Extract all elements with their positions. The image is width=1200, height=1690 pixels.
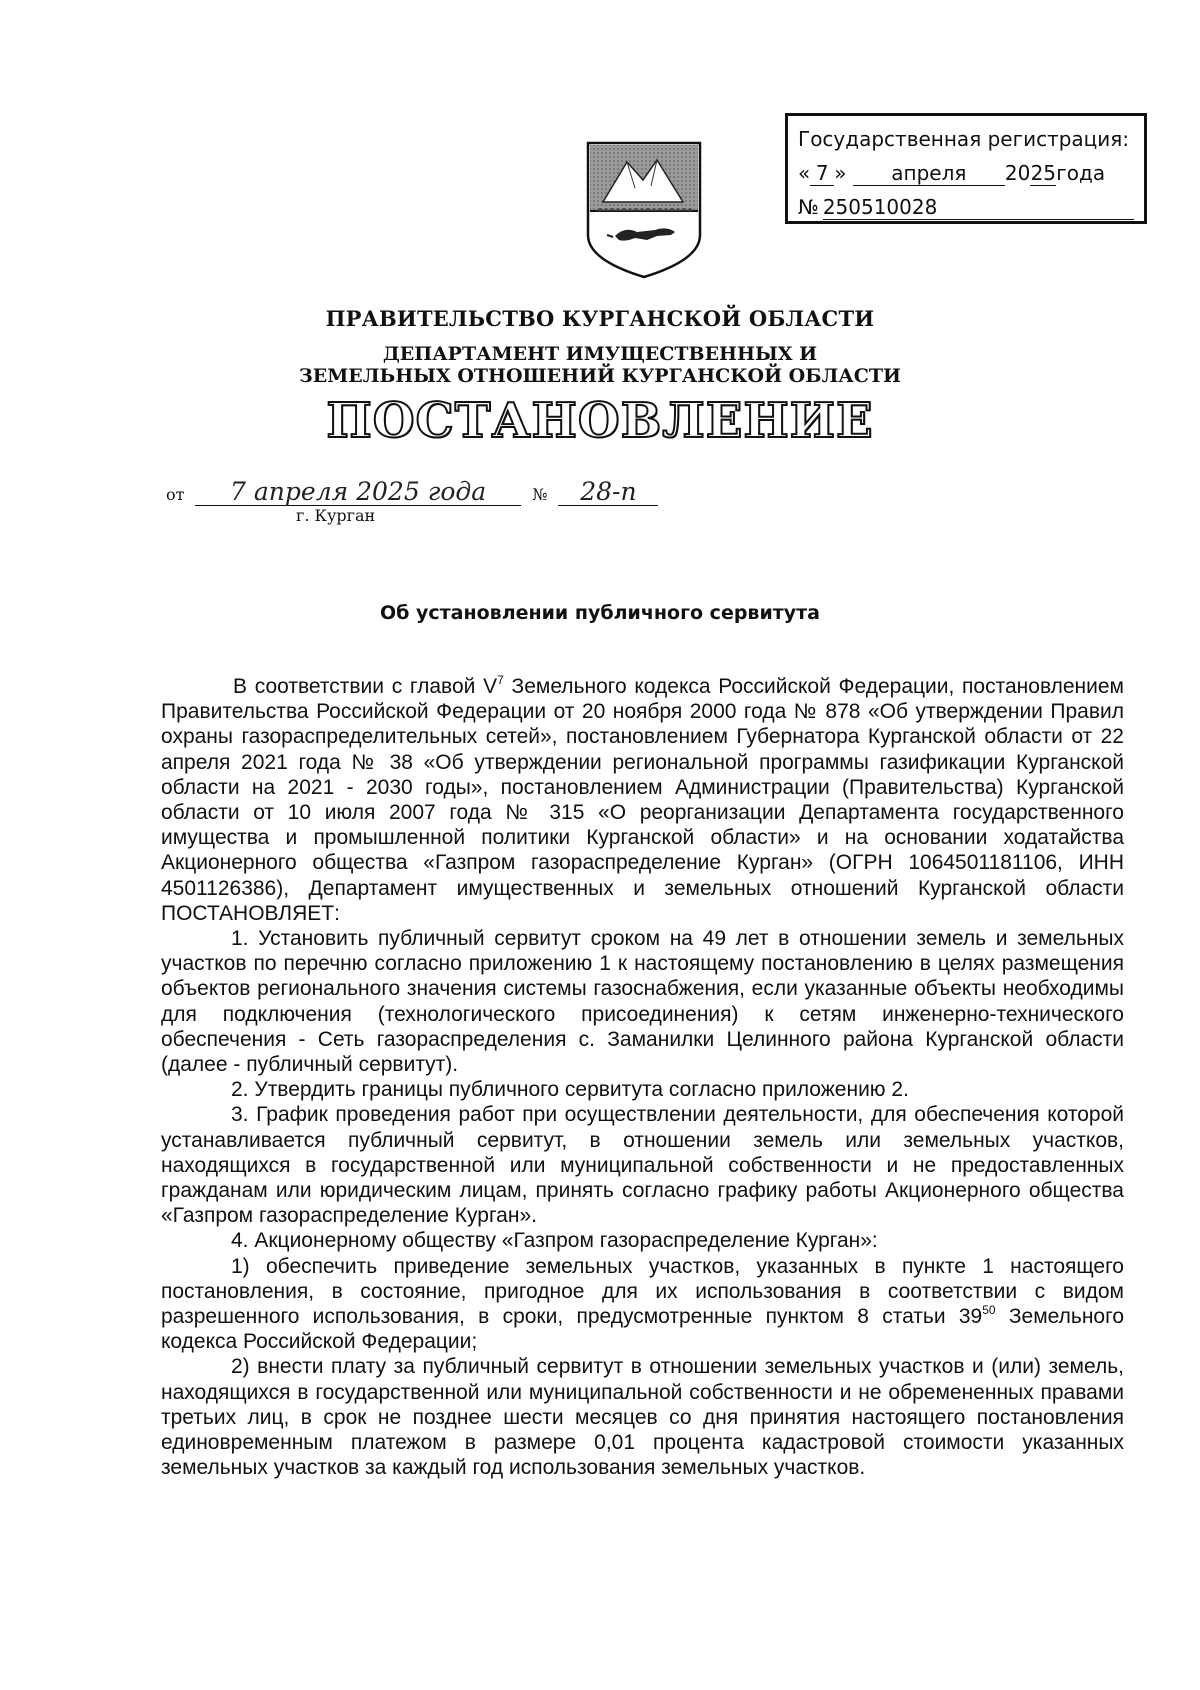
document-title: Об установлении публичного сервитута bbox=[379, 602, 821, 624]
coat-of-arms-icon bbox=[585, 140, 703, 280]
registration-stamp bbox=[785, 113, 1147, 224]
registration-number: 250510028 bbox=[823, 195, 1134, 220]
registration-year-suffix: 25 bbox=[1030, 161, 1057, 185]
registration-date: « 7 » апреля 20 25 года bbox=[798, 156, 1134, 190]
registration-year-word: года bbox=[1056, 161, 1106, 185]
document-body bbox=[161, 674, 1124, 1481]
registration-day: 7 bbox=[810, 161, 834, 186]
department-name-line2: ЗЕМЕЛЬНЫХ ОТНОШЕНИЙ КУРГАНСКОЙ ОБЛАСТИ bbox=[299, 365, 901, 387]
registration-title: Государственная регистрация: bbox=[798, 127, 1130, 151]
handwritten-date: 7 апреля 2025 года bbox=[195, 479, 521, 506]
registration-year-prefix: 20 bbox=[1004, 161, 1031, 185]
paragraph-item-4: 4. Акционерному обществу «Газпром газораспределение Курган»: bbox=[231, 1229, 878, 1253]
department-name-line1: ДЕПАРТАМЕНТ ИМУЩЕСТВЕННЫХ И bbox=[382, 343, 818, 365]
paragraph-subitem-1: 1) обеспечить приведение земельных участков, указанных в пункте 1 настоящего постановления, в состояние, пригодное для их использования в соответствии с видом разрешенного использования, в сроки, предусмотренные пунктом 8 статьи $39^{50}$ Земельного кодекса Российской Федерации; bbox=[161, 1254, 1124, 1354]
registration-month: апреля bbox=[853, 161, 1005, 186]
city-name: г. Курган bbox=[296, 506, 376, 525]
registration-number-row: № 250510028 bbox=[798, 190, 1134, 224]
handwritten-number: 28-п bbox=[558, 479, 658, 506]
number-label: № bbox=[532, 485, 548, 504]
document-type-heading: ПОСТАНОВЛЕНИЕ bbox=[326, 393, 874, 449]
government-name: ПРАВИТЕЛЬСТВО КУРГАНСКОЙ ОБЛАСТИ bbox=[325, 306, 875, 331]
document-dateline bbox=[166, 479, 658, 506]
paragraph-item-3: 3. График проведения работ при осуществлении деятельности, для обеспечения которой устанавливается публичный сервитут, в отношении земель или земельных участков, находящихся в государственной или муниципальной собственности и не предоставленных гражданам или юридическим лицам, принять согласно графику работы Акционерного общества «Газпром газораспределение Курган». bbox=[161, 1103, 1124, 1228]
date-from-label: от bbox=[166, 485, 185, 504]
paragraph-subitem-2: 2) внести плату за публичный сервитут в отношении земельных участков и (или) земель, находящихся в государственной или муниципальной собственности и не обремененных правами третьих лиц, в срок не позднее шести месяцев со дня принятия настоящего постановления единовременным платежом в размере 0,01 процента кадастровой стоимости указанных земельных участков за каждый год использования земельных участков. bbox=[161, 1355, 1124, 1480]
paragraph-preamble: В соответствии с главой $V^7$ Земельного кодекса Российской Федерации, постановлением Правительства Российской Федерации от 20 ноября 2000 года № 878 «Об утверждении Правил охраны газораспределительных сетей», постановлением Губернатора Курганской области от 22 апреля 2021 года № 38 «Об утверждении региональной программы газификации Курганской области на 2021 - 2030 годы», постановлением Администрации (Правительства) Курганской области от 10 июля 2007 года № 315 «О реорганизации Департамента государственного имущества и промышленной политики Курганской области» и на основании ходатайства Акционерного общества «Газпром газораспределение Курган» (ОГРН 1064501181106, ИНН 4501126386), Департамент имущественных и земельных отношений Курганской области ПОСТАНОВЛЯЕТ: bbox=[161, 673, 1124, 925]
paragraph-item-1: 1. Установить публичный сервитут сроком на 49 лет в отношении земель и земельных участков по перечню согласно приложению 1 к настоящему постановлению в целях размещения объектов регионального значения системы газоснабжения, если указанные объекты необходимы для подключения (технологического присоединения) к сетям инженерно-технического обеспечения - Сеть газораспределения с. Заманилки Целинного района Курганской области (далее - публичный сервитут). bbox=[161, 927, 1124, 1077]
paragraph-item-2: 2. Утвердить границы публичного сервитута согласно приложению 2. bbox=[231, 1078, 909, 1102]
